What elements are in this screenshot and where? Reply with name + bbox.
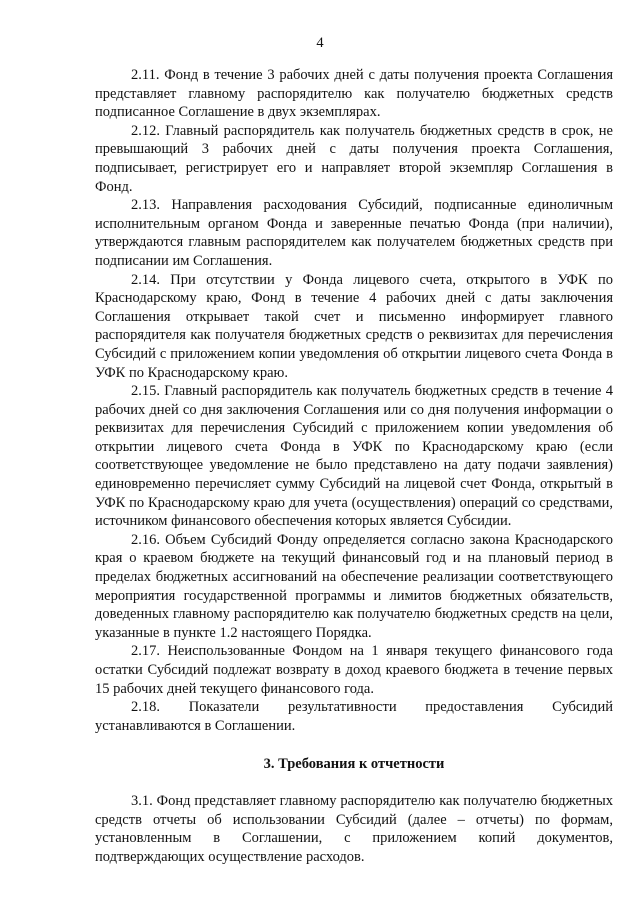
paragraph-3-1: 3.1. Фонд представляет главному распорядителю как получателю бюджетных средств отчеты об использовании Субсидий (далее – отчеты) по формам, установленным в Соглашении, с приложением копий документов, подтверждающих осуществление расходов. bbox=[95, 792, 613, 865]
paragraph-2-15: 2.15. Главный распорядитель как получатель бюджетных средств в течение 4 рабочих дней со дня заключения Соглашения или со дня получения информации о реквизитах для перечисления Субсидий с приложением копии уведомления об открытии лицевого счета Фонда в УФК по Краснодарскому краю (если соответствующее уведомление не было представлено на дату подачи заявления) единовременно перечисляет сумму Субсидий на лицевой счет Фонда, открытый в УФК по Краснодарскому краю для учета (осуществления) операций со средствами, источником финансового обеспечения которых является Субсидии. bbox=[95, 383, 613, 530]
paragraph-2-13: 2.13. Направления расходования Субсидий, подписанные единоличным исполнительным органом Фонда и заверенные печатью Фонда (при наличии), утверждаются главным распорядителем как получателем бюджетных средств при подписании им Соглашения. bbox=[95, 197, 613, 269]
paragraph-2-17: 2.17. Неиспользованные Фондом на 1 января текущего финансового года остатки Субсидий подлежат возврату в доход краевого бюджета в течение первых 15 рабочих дней текущего финансового года. bbox=[95, 643, 613, 697]
page-number: 4 bbox=[316, 35, 324, 51]
paragraph-2-14: 2.14. При отсутствии у Фонда лицевого счета, открытого в УФК по Краснодарскому краю, Фонд в течение 4 рабочих дней с даты заключения Соглашения открывает такой счет и письменно информирует главного распорядителя как получателя бюджетных средств о реквизитах для перечисления Субсидий с приложением копии уведомления об открытии лицевого счета Фонда в УФК по Краснодарскому краю. bbox=[95, 271, 613, 381]
paragraph-2-16: 2.16. Объем Субсидий Фонду определяется согласно закона Краснодарского края о краевом бюджете на текущий финансовый год и на плановый период в пределах бюджетных ассигнований на обеспечение реализации соответствующего мероприятия государственной программы и лимитов бюджетных обязательств, доведенных главному распорядителю как получателю бюджетных средств на цели, указанные в пункте 1.2 настоящего Порядка. bbox=[95, 531, 613, 641]
section-heading: 3. Требования к отчетности bbox=[263, 756, 445, 773]
paragraph-2-18: 2.18. Показатели результативности предоставления Субсидий устанавливаются в Соглашении. bbox=[95, 699, 613, 734]
paragraph-2-12: 2.12. Главный распорядитель как получатель бюджетных средств в срок, не превышающий 3 рабочих дней с даты получения проекта Соглашения, подписывает, регистрирует его и направляет второй экземпляр Соглашения в Фонд. bbox=[95, 122, 613, 195]
document-body bbox=[95, 66, 613, 866]
paragraph-2-11: 2.11. Фонд в течение 3 рабочих дней с даты получения проекта Соглашения представляет главному распорядителю как получателю бюджетных средств подписанное Соглашение в двух экземплярах. bbox=[95, 67, 613, 121]
